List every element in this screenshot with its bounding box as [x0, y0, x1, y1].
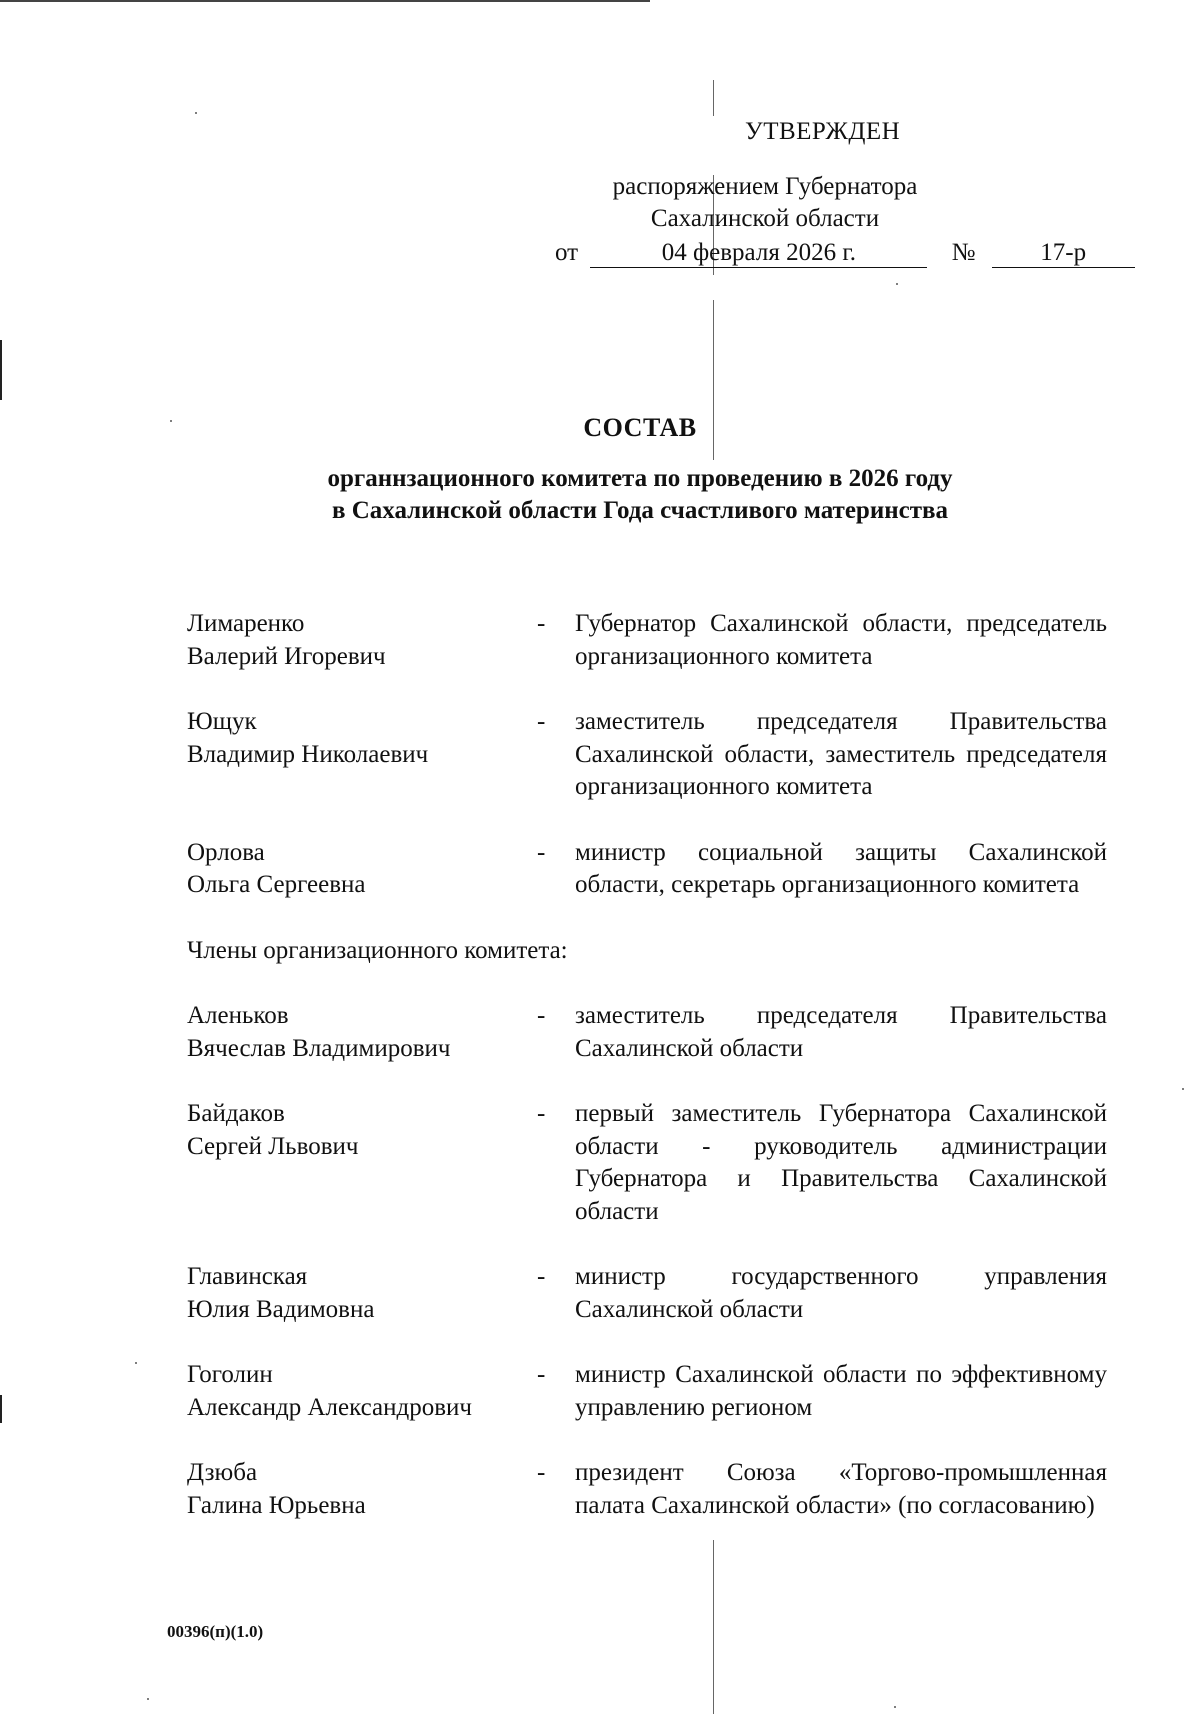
- member-dash: -: [537, 838, 546, 866]
- member-given-names: Ольга Сергеевна: [187, 871, 366, 898]
- member-dash: -: [537, 708, 546, 735]
- member-name: [187, 1457, 537, 1522]
- document-title: СОСТАВ: [583, 413, 697, 442]
- form-code: 00396(п)(1.0): [167, 1622, 264, 1641]
- scan-speck: [894, 1706, 896, 1708]
- member-surname: Орлова: [187, 838, 265, 866]
- member-given-names: Галина Юрьевна: [187, 1491, 366, 1519]
- member-role: президент Союза «Торгово-промышленная палата Сахалинской области» (по согласованию): [575, 1459, 1107, 1519]
- member-row: [187, 1098, 1107, 1228]
- scan-fold-line: [713, 1540, 714, 1714]
- member-dash: -: [537, 1459, 546, 1486]
- member-dash: -: [537, 1100, 546, 1127]
- member-name: [187, 1261, 537, 1326]
- member-name: [187, 706, 537, 771]
- member-role: министр государственного управления Сахалинской области: [575, 1263, 1107, 1323]
- member-dash: -: [537, 1263, 546, 1290]
- member-name: [187, 1098, 537, 1163]
- approval-region-line: Сахалинской области: [650, 205, 880, 232]
- member-surname: Байдаков: [187, 1100, 285, 1127]
- member-surname: Главинская: [187, 1263, 308, 1290]
- scan-fold-line: [713, 80, 714, 116]
- member-given-names: Владимир Николаевич: [187, 740, 429, 768]
- member-given-names: Валерий Игоревич: [187, 642, 386, 670]
- scan-top-rule: [0, 0, 650, 2]
- member-given-names: Юлия Вадимовна: [187, 1295, 375, 1323]
- scan-speck: [170, 420, 172, 422]
- member-dash: -: [537, 1361, 546, 1388]
- scan-speck: [1182, 1088, 1184, 1090]
- member-role: заместитель председателя Правительства Сахалинской области, заместитель председателя организационного комитета: [575, 708, 1107, 800]
- from-label: от: [555, 239, 579, 266]
- member-role: первый заместитель Губернатора Сахалинской области - руководитель администрации Губернатора и Правительства Сахалинской области: [575, 1100, 1107, 1225]
- member-surname: Гоголин: [187, 1361, 273, 1388]
- decree-number: 17-р: [992, 239, 1135, 268]
- member-row: [187, 837, 1107, 902]
- approval-date-line: [555, 239, 1135, 268]
- document-title-block: [240, 413, 1040, 527]
- member-surname: Ющук: [187, 708, 257, 735]
- member-role: Губернатор Сахалинской области, председатель организационного комитета: [575, 610, 1107, 670]
- approval-decree-line: распоряжением Губернатора: [612, 173, 918, 200]
- member-dash: -: [537, 1002, 546, 1029]
- member-row: [187, 1000, 1107, 1065]
- document-subtitle: органнзационного комитета по проведению в 2026 году в Сахалинской области Года счастливого материнства: [327, 465, 953, 524]
- member-name: [187, 1000, 537, 1065]
- scan-speck: [147, 1698, 149, 1700]
- member-surname: Аленьков: [187, 1002, 289, 1029]
- member-name: [187, 608, 537, 673]
- member-row: [187, 1359, 1107, 1424]
- approved-label: УТВЕРЖДЕН: [745, 118, 901, 145]
- member-given-names: Александр Александрович: [187, 1393, 472, 1421]
- member-role: министр социальной защиты Сахалинской области, секретарь организационного комитета: [575, 838, 1107, 898]
- scan-edge-mark: [0, 340, 2, 400]
- scan-speck: [135, 1362, 137, 1364]
- scan-speck: [896, 283, 898, 285]
- member-surname: Лимаренко: [187, 610, 305, 637]
- committee-composition: [187, 608, 1107, 1555]
- member-role: заместитель председателя Правительства Сахалинской области: [575, 1002, 1107, 1062]
- member-name: [187, 1359, 537, 1424]
- member-dash: -: [537, 610, 546, 637]
- scan-speck: [195, 112, 197, 114]
- member-name: [187, 837, 537, 902]
- member-surname: Дзюба: [187, 1459, 258, 1486]
- member-role: министр Сахалинской области по эффективному управлению регионом: [575, 1361, 1107, 1421]
- members-heading: Члены организационного комитета:: [187, 936, 568, 964]
- member-row: [187, 1261, 1107, 1326]
- scan-edge-mark: [0, 1395, 2, 1423]
- decree-date: 04 февраля 2026 г.: [590, 239, 927, 268]
- number-label: №: [951, 239, 976, 266]
- member-row: [187, 706, 1107, 804]
- member-given-names: Сергей Львович: [187, 1132, 359, 1160]
- member-row: [187, 1457, 1107, 1522]
- member-given-names: Вячеслав Владимирович: [187, 1034, 451, 1062]
- member-row: [187, 608, 1107, 673]
